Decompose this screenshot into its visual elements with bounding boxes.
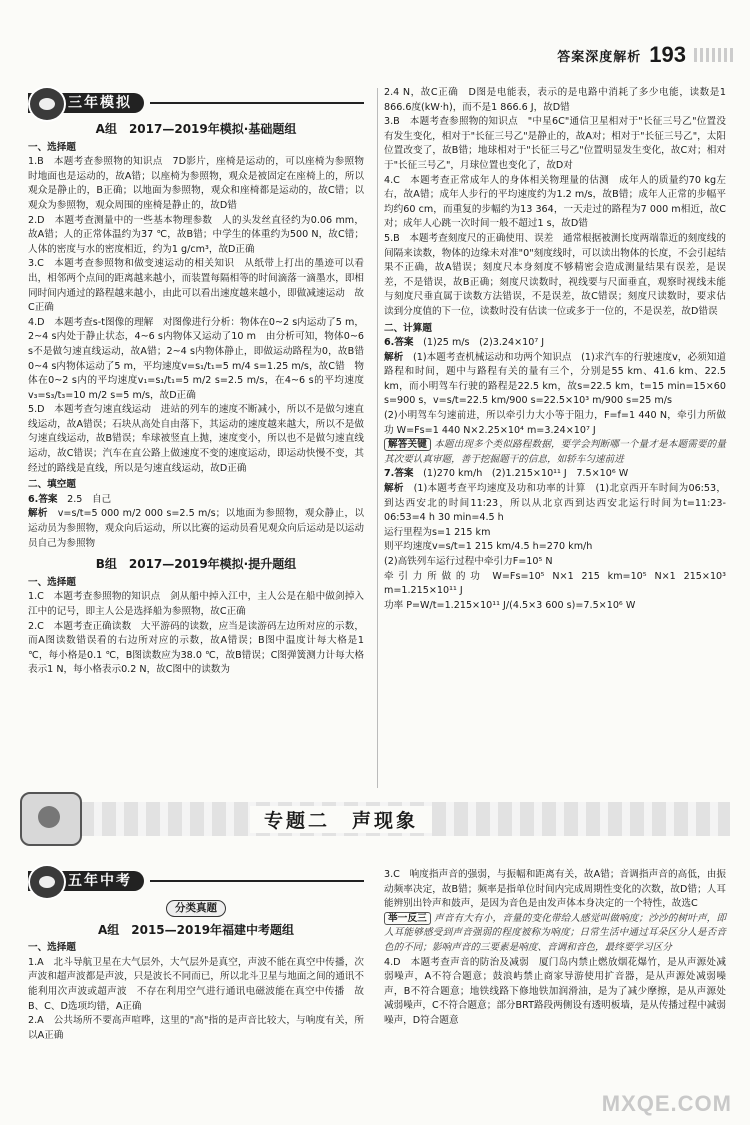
mascot-icon xyxy=(28,86,66,122)
answer-3: 3.C 响度指声音的强弱，与振幅和距离有关，故A错；音调指声音的高低，由振动频率决定，故B错；频率是指单位时间内完成周期性变化的次数，故D错；人耳能辨别出铃声和鼓声，是因为音色是由发声体本身决定的一个特性，故选C xyxy=(384,869,726,910)
answer-b3: 3.B 本题考查参照物的知识点 "中星6C"通信卫星相对于"长征三号乙"位置没有发生变化，相对于"长征三号乙"是静止的，故A对；相对于"长征三号乙"，太阳位置改变了，故B错；地球相对于"长征三号乙"位置明显发生变化，故C对；相对于"长征三号乙"，月球位置也变化了，故D对 xyxy=(384,116,726,171)
analysis-text: (1)本题考查平均速度及功和功率的计算 (1)北京西开车时间为06:53，到达西安北的时间11:23，所以从北京西到达西安北运行时间为t=11:23-06:53=4 h 30 min=4.5 h xyxy=(384,483,727,524)
answer-b1: 1.C 本题考查参照物的知识点 剑从船中掉入江中，主人公是在船中做剑掉入江中的记号，即主人公是选择船为参照物，故C正确 xyxy=(28,591,364,617)
extension-tip xyxy=(384,912,726,956)
analysis-6 xyxy=(28,507,364,551)
banner-rule xyxy=(150,880,364,882)
left-column xyxy=(28,90,374,678)
page-number: 193 xyxy=(649,42,686,67)
answer-b2-cont: 2.4 N，故C正确 D图是电能表，表示的是电路中消耗了多少电能，读数是1 866.6度(kW·h)，而不是1 866.6 J，故D错 xyxy=(384,87,726,113)
tip-text: 本题出现多个类似路程数据，要学会判断哪一个量才是本题需要的量 其次要认真审题，善于挖掘题干的信息，如轿车匀速前进 xyxy=(384,439,736,465)
section-heading: 一、选择题 xyxy=(28,576,76,588)
analysis-text: v=s/t=5 000 m/2 000 s=2.5 m/s；以地面为参照物，观众静止，以运动员为参照物，观众向后运动，所以比赛的运动员看见观众向后运动是以运动员自己为参照物 xyxy=(28,508,365,549)
group-b-title: B组 2017—2019年模拟·提升题组 xyxy=(95,557,297,572)
answer-2: 2.A 公共场所不要高声喧哗，这里的"高"指的是声音比较大，与响度有关，所以A正确 xyxy=(28,1015,364,1041)
topic-banner xyxy=(20,792,730,842)
answer-3: 3.C 本题考查参照物和做变速运动的相关知识 从纸带上打出的墨迹可以看出，相邻两个点间的距离越来越小，而装置每隔相等的时间滴落一滴墨水，即相同时间内通过的路程越来越小，由此可以看出速度越来越小，即做减速运动 故C正确 xyxy=(28,258,364,314)
answer-6 xyxy=(28,493,364,508)
right-column xyxy=(384,86,736,613)
analysis-b7 xyxy=(384,482,726,526)
deer-mascot-icon xyxy=(20,792,82,846)
header-title: 答案深度解析 xyxy=(557,49,642,65)
five-year-banner xyxy=(28,868,364,894)
answer-1: 1.B 本题考查参照物的知识点 7D影片，座椅是运动的，可以座椅为参照物时地面也是运动的，故A错；以座椅为参照物，观众是被固定在座椅上的，所以观众是静止的，B正确；以地面为参照物，观众和座椅都是运动的，故C错；以观众为参照物，观众周围的座椅是静止的，故D错 xyxy=(28,156,364,211)
answer-4: 4.D 本题考查声音的防治及减弱 厦门岛内禁止燃放烟花爆竹，是从声源处减弱噪声，A不符合题意；鼓浪屿禁止商家导游使用扩音器，是从声源处减弱噪声，B不符合题意；地铁线路下修地铁加润滑油，是为了减少摩擦，是从声源处减弱噪声，C不符合题意；部分BRT路段两侧设有透明板墙，是从传播过程中减弱噪声，D符合题意 xyxy=(384,956,726,1026)
group-title: A组 2015—2019年福建中考题组 xyxy=(97,922,295,937)
watermark: MXQE.COM xyxy=(601,1091,732,1116)
bottom-left-column xyxy=(28,868,364,1043)
answer-b4: 4.C 本题考查正常成年人的身体相关物理量的估测 成年人的质量约70 kg左右，故A错；成年人步行的平均速度约为1.2 m/s，故B错；成年人正常的步幅平均约60 cm，而重复的步幅约为13 364，一天走过的路程为7 000 m相近，故C对；成年人心跳一次时间一般不超过1 s，故D错 xyxy=(384,174,726,230)
answer-b5: 5.B 本题考查刻度尺的正确使用、误差 通常根据被测长度两端靠近的刻度线的间隔来读数，物体的边缘未对准"0"刻度线时，可以读出物体的长度，不会引起结果不正确，故A错误；刻度尺本身刻度不够精密会造成测量结果有误差，是误差，不是错误，故B正确；刻度尺读数时，视线要与尺面垂直，观察时视线未能与刻度尺垂直属于读数方法错误，不是误差，故C错误；刻度尺读数时，要求估读到分度值的下一位，读数时没有估读一位或多于一位的，不是误差，故D错误 xyxy=(384,232,726,317)
banner-label: 三年模拟 xyxy=(28,93,144,114)
category-pill: 分类真题 xyxy=(166,900,226,917)
tip-label: 举一反三 xyxy=(384,912,431,925)
analysis-b7-line: 则平均速度v=s/t=1 215 km/4.5 h=270 km/h xyxy=(384,541,593,553)
analysis-label: 解析 xyxy=(384,483,404,495)
answer-b7 xyxy=(384,467,726,482)
column-divider xyxy=(377,88,378,788)
analysis-b7-line: 功率 P=W/t=1.215×10¹¹ J/(4.5×3 600 s)=7.5×10⁶ W xyxy=(384,599,636,611)
section-heading: 二、填空题 xyxy=(28,479,76,491)
analysis-b7-line: 运行里程为s=1 215 km xyxy=(384,526,491,538)
header-decoration xyxy=(694,48,734,62)
analysis-b6-part2: (2)小明驾车匀速前进，所以牵引力大小等于阻力，F=f=1 440 N，牵引力所做功 W=Fs=1 440 N×2.25×10⁴ m=3.24×10⁷ J xyxy=(384,410,726,436)
answer-text: (1)25 m/s (2)3.24×10⁷ J xyxy=(423,337,545,349)
answer-b2: 2.C 本题考查正确读数 大平游码的读数，应当是读游码左边所对应的示数，而A图读数错误看的右边所对应的示数，故A错误；B图中温度计每大格是1 ℃，每小格是0.1 ℃，B图读数应为38.0 ℃，故B错误；C图弹簧测力计每大格表示1 N，每小格表示0.2 N，故C图中的读数为 xyxy=(28,620,364,676)
page-header xyxy=(557,44,734,66)
answer-label: 7.答案 xyxy=(384,468,414,480)
tip-text: 声音有大有小，音量的变化带给人感觉叫做响度；沙沙的树叶声，即人耳能够感受到声音强弱的程度被称为响度；日常生活中通过耳朵区分人是否音色的不同；影响声音的三要素是响度、音调和音色，最终要学习区分 xyxy=(384,912,727,953)
answer-4: 4.D 本题考查s-t图像的理解 对图像进行分析：物体在0~2 s内运动了5 m，2~4 s内处于静止状态，4~6 s内物体又运动了10 m 由分析可知，物体0~6 s不是做匀速直线运动，故A错；2~4 s内物体静止，即做运动路程为0，故B错 0~4 s内物体运动了5 m，平均速度v=s₁/t₁=5 m/4 s=1.25 m/s，故C错 物体在0~2 s内的平均速度v₁=s₁/t₁=5 m/2 s=2.5 m/s，在4~6 s的平均速度v₃=s₃/t₃=10 m/2 s=5 m/s，故D正确 xyxy=(28,316,374,401)
topic-title: 专题二 声现象 xyxy=(250,806,432,833)
answer-b6 xyxy=(384,336,726,351)
analysis-label: 解析 xyxy=(28,508,48,520)
group-a-title: A组 2017—2019年模拟·基础题组 xyxy=(95,122,297,136)
analysis-text: (1)本题考查机械运动和功两个知识点 (1)求汽车的行驶速度v，必须知道路程和时间，题中与路程有关的量有三个，分别是55 km、41.6 km、22.5 km，而小明驾车行驶的路程是22.5 km，故s=22.5 km，t=15 min=15×60 s=900 s，v=s/t=22.5 km/900 s=22.5×10³ m/900 s=25 m/s xyxy=(384,351,727,407)
analysis-b6 xyxy=(384,351,726,409)
analysis-b7-line: 牵引力所做的功 W=Fs=10⁵ N×1 215 km=10⁵ N×1 215×10³ m=1.215×10¹¹ J xyxy=(384,570,726,597)
answer-5: 5.D 本题考查匀速直线运动 进站的列车的速度不断减小，所以不是做匀速直线运动，故A错误；石块从高处自由落下，其运动的速度越来越大，所以不是做匀速直线运动，故B错误；牟球被竖直上抛，速度变小，所以也不是做匀速直线运动，故C错误；汽车在直公路上做速度不变的速度运动，即运动快慢不变，其经过的路线是直线，所以是匀速直线运动，故D正确 xyxy=(28,404,364,474)
answer-text: (1)270 km/h (2)1.215×10¹¹ J 7.5×10⁶ W xyxy=(423,468,629,480)
bottom-right-column xyxy=(384,868,726,1029)
answer-1: 1.A 北斗导航卫星在大气层外，大气层外是真空，声波不能在真空中传播，次声波和超声波都是声波，只是波长不同而已，所以北斗卫星与地面之间的通讯不能利用次声波或超声波 不存在利用空气进行通讯电磁波能在真空中传播 故B、C、D选项均错，A正确 xyxy=(28,956,364,1012)
section-heading: 一、选择题 xyxy=(28,141,76,153)
answer-label: 6.答案 xyxy=(28,493,58,505)
analysis-label: 解析 xyxy=(384,351,404,363)
analysis-b7-line: (2)高铁列车运行过程中牵引力F=10⁵ N xyxy=(384,556,553,567)
banner-rule xyxy=(150,102,364,104)
mascot-icon xyxy=(28,864,66,900)
category-pill-row xyxy=(28,900,364,917)
tip-label: 解答关键 xyxy=(384,438,431,451)
key-tip xyxy=(384,438,736,467)
section-heading: 二、计算题 xyxy=(384,322,432,334)
banner-label: 五年中考 xyxy=(28,871,144,892)
answer-text: 2.5 自己 xyxy=(67,493,112,505)
three-year-banner xyxy=(28,90,364,116)
section-heading: 一、选择题 xyxy=(28,942,76,954)
answer-2: 2.D 本题考查测量中的一些基本物理参数 人的头发丝直径约为0.06 mm，故A错；人的正常体温约为37 ℃，故B错；中学生的体重约为500 N，故C错；人体的密度与水的密度相近，约为1 g/cm³，故D正确 xyxy=(28,214,364,255)
answer-label: 6.答案 xyxy=(384,337,414,349)
